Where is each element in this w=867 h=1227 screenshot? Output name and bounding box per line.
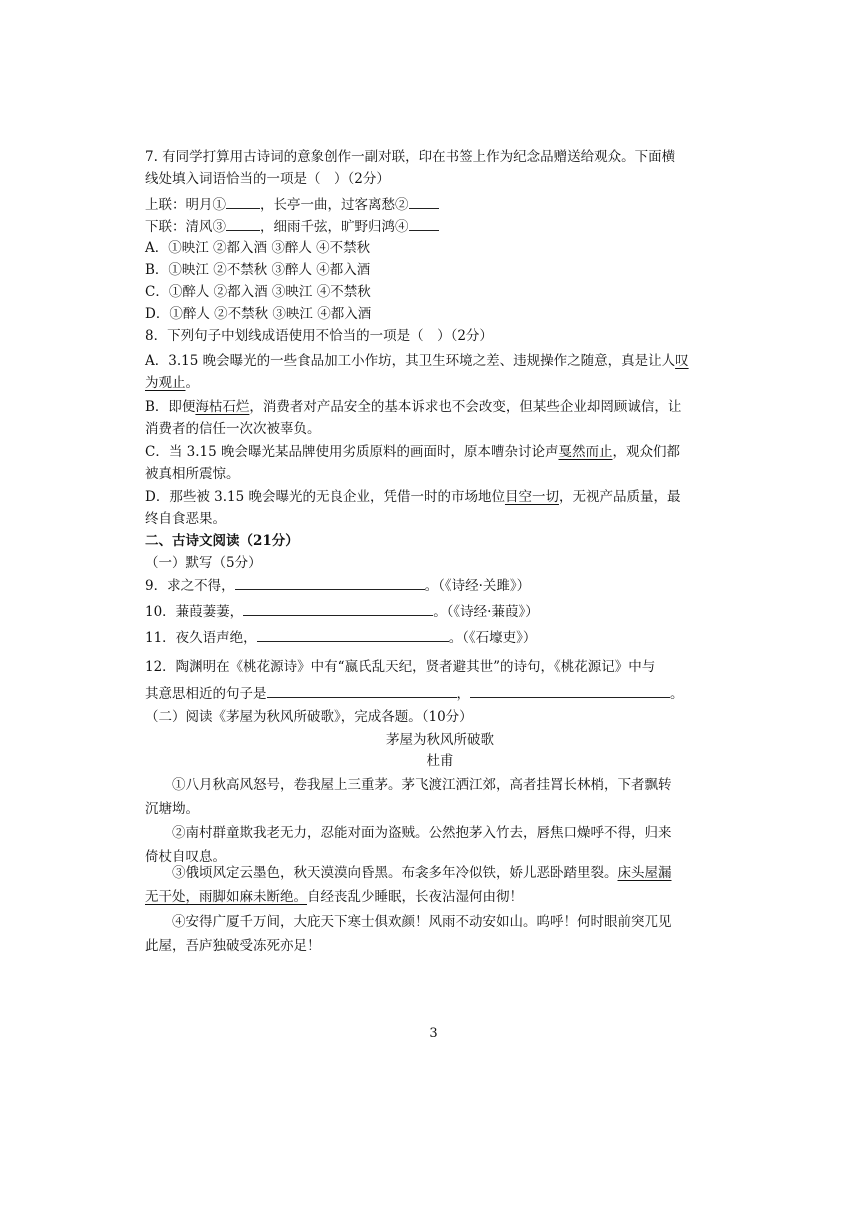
q8-b-line-1 <box>145 396 735 418</box>
q7-option-c: C．①醉人 ②都入酒 ③映江 ④不禁秋 <box>145 284 371 300</box>
poem-p3-text: ③俄顷风定云墨色，秋天漠漠向昏黑。布衾多年冷似铁，娇儿恶卧踏里裂。 <box>172 865 618 881</box>
q12-comma: ， <box>456 686 470 702</box>
section-2-title: 二、古诗文阅读（21分） <box>145 533 299 549</box>
section-2-sub-2: （二）阅读《茅屋为秋风所破歌》，完成各题。（10分） <box>145 709 473 725</box>
page-number: 3 <box>429 1026 438 1041</box>
q7-upper-couplet <box>145 193 735 216</box>
q9 <box>145 574 735 597</box>
q7-lower-a: 下联：清风③ <box>145 219 226 235</box>
poem-title: 茅屋为秋风所破歌 <box>386 732 494 748</box>
blank-4[interactable] <box>409 215 439 231</box>
q9-pre: 9．求之不得， <box>145 578 235 594</box>
poem-author: 杜甫 <box>426 753 454 769</box>
q7-line-1: 7. 有同学打算用古诗词的意象创作一副对联，印在书签上作为纪念品赠送给观众。下面横 <box>145 149 676 165</box>
q8-a-line-1 <box>145 350 735 372</box>
blank-3[interactable] <box>226 215 260 231</box>
q7-line-2: 线处填入词语恰当的一项是（ ）（2分） <box>145 171 390 187</box>
q8-c-idiom: 戛然而止 <box>558 444 613 460</box>
q8-b-pre: B．即便 <box>145 399 196 415</box>
q11-answer-blank[interactable] <box>257 626 449 642</box>
blank-2[interactable] <box>409 193 439 209</box>
q7-lower-couplet <box>145 215 735 238</box>
q7-lower-b: ，细雨千弦，旷野归鸿④ <box>260 219 409 235</box>
q8-a-idiom-1: 叹 <box>675 353 689 369</box>
q10-answer-blank[interactable] <box>243 600 433 616</box>
poem-p3-underline-2: 无干处，雨脚如麻未断绝。 <box>145 889 307 905</box>
q8-b-idiom: 海枯石烂 <box>195 399 250 415</box>
poem-para-3-line-2 <box>145 886 735 908</box>
q12-line-1: 12．陶渊明在《桃花源诗》中有“嬴氏乱天纪，贤者避其世”的诗句，《桃花源记》中与 <box>145 659 656 675</box>
q12-end: 。 <box>670 686 684 702</box>
q8-d-idiom: 目空一切 <box>504 489 559 505</box>
q8-c-pre: C．当 3.15 晚会曝光某品牌使用劣质原料的画面时，原本嘈杂讨论声 <box>145 444 559 460</box>
q7-upper-a: 上联：明月① <box>145 197 226 213</box>
q12-answer-blank-1[interactable] <box>267 682 457 698</box>
poem-para-1-line-1: ①八月秋高风怒号，卷我屋上三重茅。茅飞渡江洒江郊，高者挂罥长林梢，下者飘转 <box>172 777 672 793</box>
q7-upper-b: ，长亭一曲，过客离愁② <box>260 197 409 213</box>
q8-b-post: ，消费者对产品安全的基本诉求也不会改变，但某些企业却罔顾诚信，让 <box>249 399 682 415</box>
q10-pre: 10．蒹葭萋萋， <box>145 604 244 620</box>
section-2-sub-1: （一）默写（5分） <box>145 555 262 571</box>
poem-p3-underline-1: 床头屋漏 <box>617 865 672 881</box>
q8-c-line-2: 被真相所震惊。 <box>145 466 240 482</box>
q12-answer-blank-2[interactable] <box>470 682 670 698</box>
q8-c-line-1 <box>145 441 735 463</box>
q7-option-a: A．①映江 ②都入酒 ③醉人 ④不禁秋 <box>145 240 371 256</box>
q7-option-b: B．①映江 ②不禁秋 ③醉人 ④都入酒 <box>145 262 371 278</box>
q12-pre: 其意思相近的句子是 <box>145 686 267 702</box>
q8-c-post: ，观众们都 <box>612 444 680 460</box>
poem-para-2-line-1: ②南村群童欺我老无力，忍能对面为盗贼。公然抱茅入竹去，唇焦口燥呼不得，归来 <box>172 825 672 841</box>
q8-d-line-2: 终自食恶果。 <box>145 511 226 527</box>
blank-1[interactable] <box>226 193 260 209</box>
poem-para-3-line-1 <box>172 862 735 884</box>
poem-para-4-line-2: 此屋，吾庐独破受冻死亦足！ <box>145 938 321 954</box>
q8-a-text: A．3.15 晚会曝光的一些食品加工小作坊，其卫生环境之差、违规操作之随意，真是让人 <box>145 353 676 369</box>
q8-stem: 8．下列句子中划线成语使用不恰当的一项是（ ）（2分） <box>145 328 493 344</box>
poem-p3-rest: 自经丧乱少睡眠，长夜沾湿何由彻！ <box>307 889 523 905</box>
q8-a-end: 。 <box>185 375 199 391</box>
q10-post: 。（《诗经·蒹葭》） <box>433 604 539 620</box>
poem-para-4-line-1: ④安得广厦千万间，大庇天下寒士俱欢颜！风雨不动安如山。呜呼！何时眼前突兀见 <box>172 914 672 930</box>
q11-pre: 11．夜久语声绝， <box>145 630 257 646</box>
q8-a-line-2 <box>145 372 735 394</box>
q9-answer-blank[interactable] <box>235 574 425 590</box>
q12-line-2 <box>145 682 735 705</box>
q9-post: 。（《诗经·关雎》） <box>424 578 531 594</box>
q11 <box>145 626 735 649</box>
poem-para-2-line-2: 倚杖自叹息。 <box>145 849 226 865</box>
q8-a-idiom-2: 为观止 <box>145 375 186 391</box>
q7-option-d: D．①醉人 ②不禁秋 ③映江 ④都入酒 <box>145 306 372 322</box>
q8-d-pre: D．那些被 3.15 晚会曝光的无良企业，凭借一时的市场地位 <box>145 489 505 505</box>
q8-d-line-1 <box>145 486 735 508</box>
q8-d-post: ，无视产品质量，最 <box>558 489 681 505</box>
q11-post: 。（《石壕吏》） <box>448 630 537 646</box>
q10 <box>145 600 735 623</box>
poem-para-1-line-2: 沉塘坳。 <box>145 801 199 817</box>
q8-b-line-2: 消费者的信任一次次被辜负。 <box>145 421 321 437</box>
